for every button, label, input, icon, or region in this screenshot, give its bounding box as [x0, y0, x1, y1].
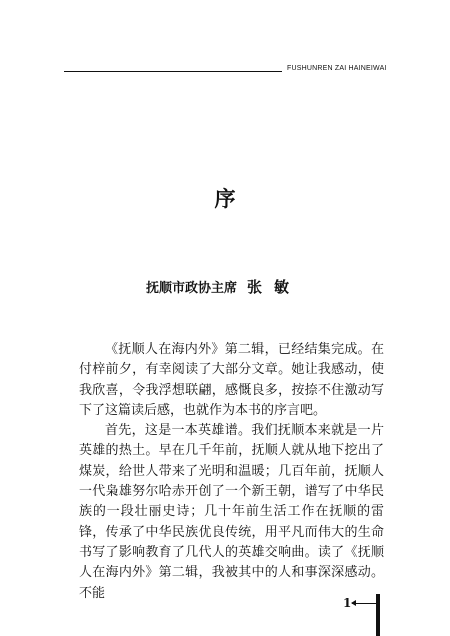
paragraph: 首先，这是一本英雄谱。我们抚顺本来就是一片英雄的热土。早在几千年前，抚顺人就从地下挖出了煤炭，给世人带来了光明和温暖；几百年前，抚顺人一代枭雄努尔哈赤开创了一个新王朝，谱写了中华民族的一段壮丽史诗；几十年前生活工作在抚顺的雷锋，传承了中华民族优良传统，用平凡而伟大的生命书写了影响教育了几代人的英雄交响曲。读了《抚顺人在海内外》第二辑，我被其中的人和事深深感动。不能 — [79, 423, 384, 601]
page-title: 序 — [214, 186, 236, 211]
page-number: 1 — [343, 596, 352, 610]
page-edge-bar — [376, 594, 380, 636]
author-position: 抚顺市政协主席 — [146, 281, 238, 296]
author-name: 张敏 — [247, 278, 302, 296]
page-arrow-icon — [352, 603, 376, 604]
paragraph: 《抚顺人在海内外》第二辑，已经结集完成。在付梓前夕，有幸阅读了大部分文章。她让我感动，使我欣喜，令我浮想联翩，感慨良多，按捺不住激动写下了这篇读后感，也就作为本书的序言吧。 — [79, 342, 384, 418]
running-header: FUSHUNREN ZAI HAINEIWAI — [287, 65, 387, 72]
header-rule — [64, 71, 282, 72]
byline — [146, 278, 301, 298]
body-text — [79, 340, 384, 604]
